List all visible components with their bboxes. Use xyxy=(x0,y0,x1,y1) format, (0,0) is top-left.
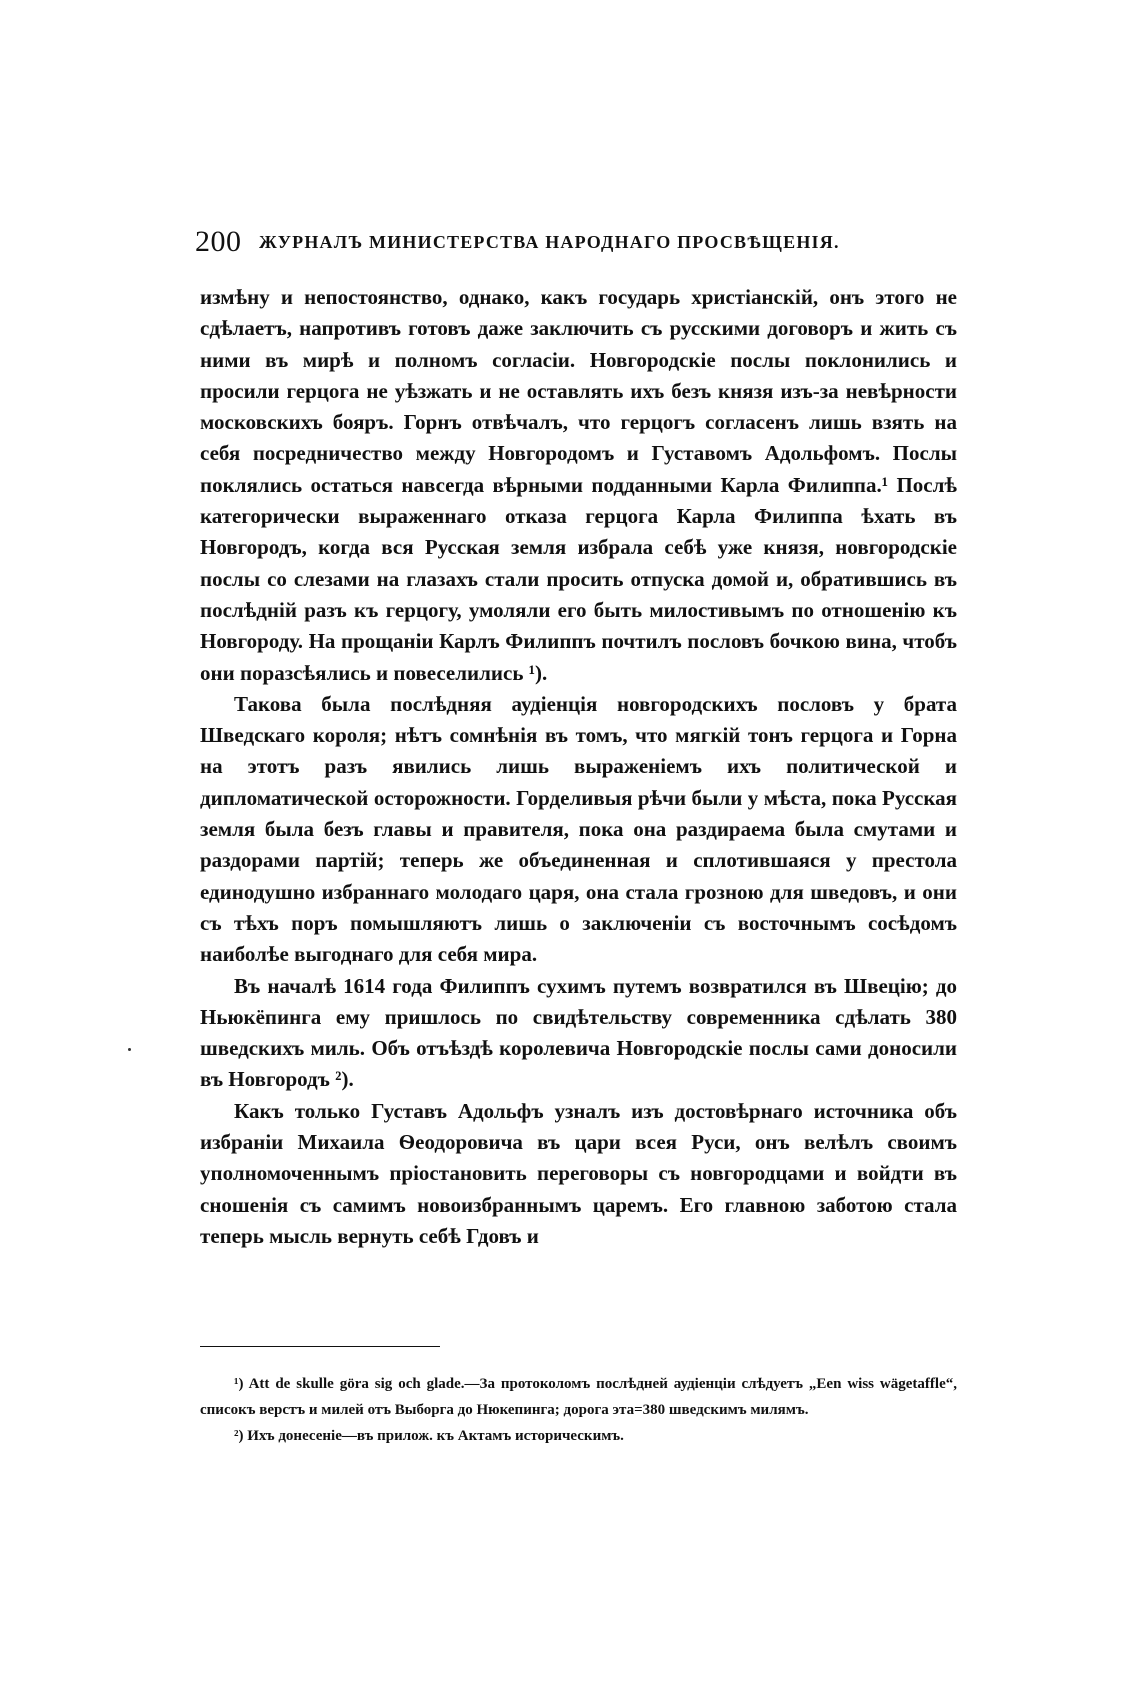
page-header xyxy=(195,225,955,265)
paragraph-2: Такова была послѣдняя аудіенція новгородскихъ пословъ у брата Шведскаго короля; нѣтъ сомнѣнія въ томъ, что мягкій тонъ герцога и Горна на этотъ разъ явились лишь выраженіемъ ихъ политической и дипломатической осторожности. Горделивыя рѣчи были у мѣста, пока Русская земля была безъ главы и правителя, пока она раздираема была смутами и раздорами партій; теперь же объединенная и сплотившаяся у престола единодушно избраннаго молодаго царя, она стала грозною для шведовъ, и они съ тѣхъ поръ помышляютъ лишь о заключеніи съ восточнымъ сосѣдомъ наиболѣе выгоднаго для себя мира. xyxy=(200,691,957,967)
footnote-2: ²) Ихъ донесеніе—въ прилож. къ Актамъ историческимъ. xyxy=(234,1427,624,1444)
footnotes xyxy=(200,1372,957,1449)
paragraph-1: измѣну и непостоянство, однако, какъ государь христіанскій, онъ этого не сдѣлаетъ, напротивъ готовъ даже заключить съ русскими договоръ и жить съ ними въ мирѣ и полномъ согласіи. Новгородскіе послы поклонились и просили герцога не уѣзжать и не оставлять ихъ безъ князя изъ-за невѣрности московскихъ бояръ. Горнъ отвѣчалъ, что герцогъ согласенъ лишь взять на себя посредничество между Новгородомъ и Густавомъ Адольфомъ. Послы поклялись остаться навсегда вѣрными подданными Карла Филиппа.¹ Послѣ категорически выраженнаго отказа герцога Карла Филиппа ѣхать въ Новгородъ, когда вся Русская земля избрала себѣ уже князя, новгородскіе послы со слезами на глазахъ стали просить отпуска домой и, обратившись въ послѣдній разъ къ герцогу, умоляли его быть милостивымъ по отношенію къ Новгороду. На прощаніи Карлъ Филиппъ почтилъ пословъ бочкою вина, чтобъ они поразсѣялись и повеселились ¹). xyxy=(200,285,957,685)
footnote-rule xyxy=(200,1346,440,1347)
paragraph-3: Въ началѣ 1614 года Филиппъ сухимъ путемъ возвратился въ Швецію; до Ньюкёпинга ему пришлось по свидѣтельству современника сдѣлать 380 шведскихъ миль. Объ отъѣздѣ королевича Новгородскіе послы сами доносили въ Новгородъ ²). xyxy=(200,973,957,1092)
paragraph-4: Какъ только Густавъ Адольфъ узналъ изъ достовѣрнаго источника объ избраніи Михаила Ѳеодоровича въ цари всея Руси, онъ велѣлъ своимъ уполномоченнымъ пріостановить переговоры съ новгородцами и войдти въ сношенія съ самимъ новоизбраннымъ царемъ. Его главною заботою стала теперь мысль вернуть себѣ Гдовъ и xyxy=(200,1098,957,1248)
margin-mark xyxy=(128,1048,131,1051)
running-head: ЖУРНАЛЪ МИНИСТЕРСТВА НАРОДНАГО ПРОСВѢЩЕНІЯ. xyxy=(259,232,840,252)
page-number: 200 xyxy=(195,225,242,258)
body-text xyxy=(200,282,957,1252)
footnote-1: ¹) Att de skulle göra sig och glade.—За протоколомъ послѣдней аудіенціи слѣдуетъ „Een wiss wägetaffle“, списокъ верстъ и милей отъ Выборга до Нюкепинга; дорога эта=380 шведскимъ милямъ. xyxy=(200,1376,957,1418)
